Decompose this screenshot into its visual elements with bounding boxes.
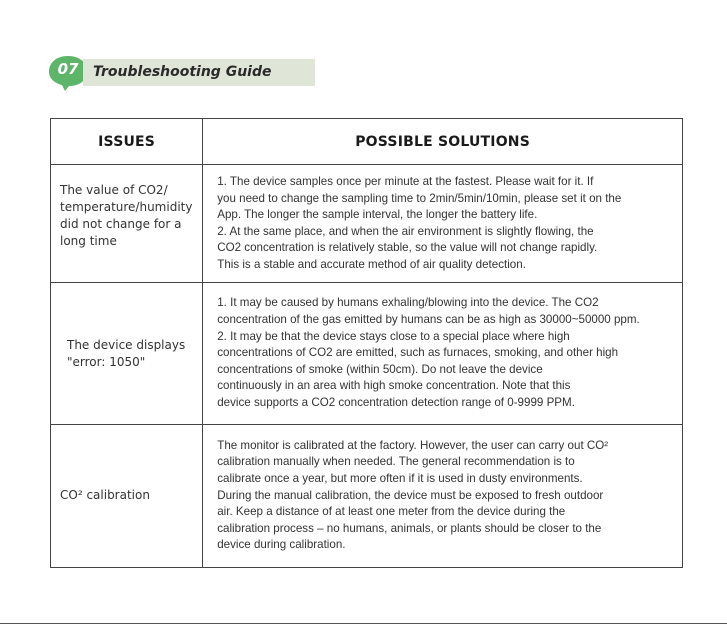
issue-cell xyxy=(51,283,203,424)
table-row xyxy=(51,165,683,283)
page-bottom-divider xyxy=(0,623,727,624)
solution-line: App. The longer the sample interval, the longer the battery life. xyxy=(217,208,538,222)
solution-line: 2. It may be that the device stays close to a special place where high xyxy=(217,329,570,343)
solution-line: continuously in an area with high smoke concentration. Note that this xyxy=(217,379,571,393)
header-solutions: POSSIBLE SOLUTIONS xyxy=(203,119,683,165)
issue-line: "error: 1050" xyxy=(67,354,146,369)
solution-line: 1. The device samples once per minute at the fastest. Please wait for it. If xyxy=(217,174,594,188)
section-title-bar xyxy=(83,59,315,86)
solution-cell xyxy=(203,165,683,283)
header-issues: ISSUES xyxy=(51,119,203,165)
solution-line: you need to change the sampling time to 2min/5min/10min, please set it on the xyxy=(217,191,622,205)
table-header-row xyxy=(51,119,683,165)
solution-line: calibration manually when needed. The general recommendation is to xyxy=(217,455,575,469)
issue-cell xyxy=(51,424,203,567)
section-header xyxy=(47,54,277,90)
section-title: Troubleshooting Guide xyxy=(93,64,272,80)
issue-cell xyxy=(51,165,203,283)
solution-line: calibrate once a year, but more often if it is used in dusty environments. xyxy=(217,471,583,485)
solution-line: calibration process – no humans, animals, or plants should be closer to the xyxy=(217,521,602,535)
issue-line: CO² calibration xyxy=(60,488,150,503)
solution-cell xyxy=(203,283,683,424)
table-row xyxy=(51,424,683,567)
solution-line: concentrations of CO2 are emitted, such as furnaces, smoking, and other high xyxy=(217,346,619,360)
solution-line: air. Keep a distance of at least one meter from the device during the xyxy=(217,505,566,519)
solution-line: CO2 concentration is relatively stable, so the value will not change rapidly. xyxy=(217,241,598,255)
solution-line: device during calibration. xyxy=(217,538,346,552)
solution-line: This is a stable and accurate method of air quality detection. xyxy=(217,257,526,271)
solution-line: concentrations of smoke (within 50cm). Do not leave the device xyxy=(217,362,543,376)
issue-line: long time xyxy=(60,234,117,249)
solution-line: concentration of the gas emitted by humans can be as high as 30000~50000 ppm. xyxy=(217,313,640,327)
solution-line: 1. It may be caused by humans exhaling/blowing into the device. The CO2 xyxy=(217,296,599,310)
issue-line: temperature/humidity xyxy=(60,200,193,215)
solution-line: device supports a CO2 concentration detection range of 0-9999 PPM. xyxy=(217,395,575,409)
solution-line: 2. At the same place, and when the air environment is slightly flowing, the xyxy=(217,224,594,238)
solution-cell xyxy=(203,424,683,567)
issue-line: did not change for a xyxy=(60,217,182,232)
section-number: 07 xyxy=(57,60,79,78)
issue-line: The device displays xyxy=(67,337,186,352)
table-row xyxy=(51,283,683,424)
issue-line: The value of CO2/ xyxy=(60,183,168,198)
solution-line: The monitor is calibrated at the factory. However, the user can carry out CO² xyxy=(217,438,609,452)
solution-line: During the manual calibration, the device must be exposed to fresh outdoor xyxy=(217,488,604,502)
troubleshooting-table xyxy=(50,118,683,568)
